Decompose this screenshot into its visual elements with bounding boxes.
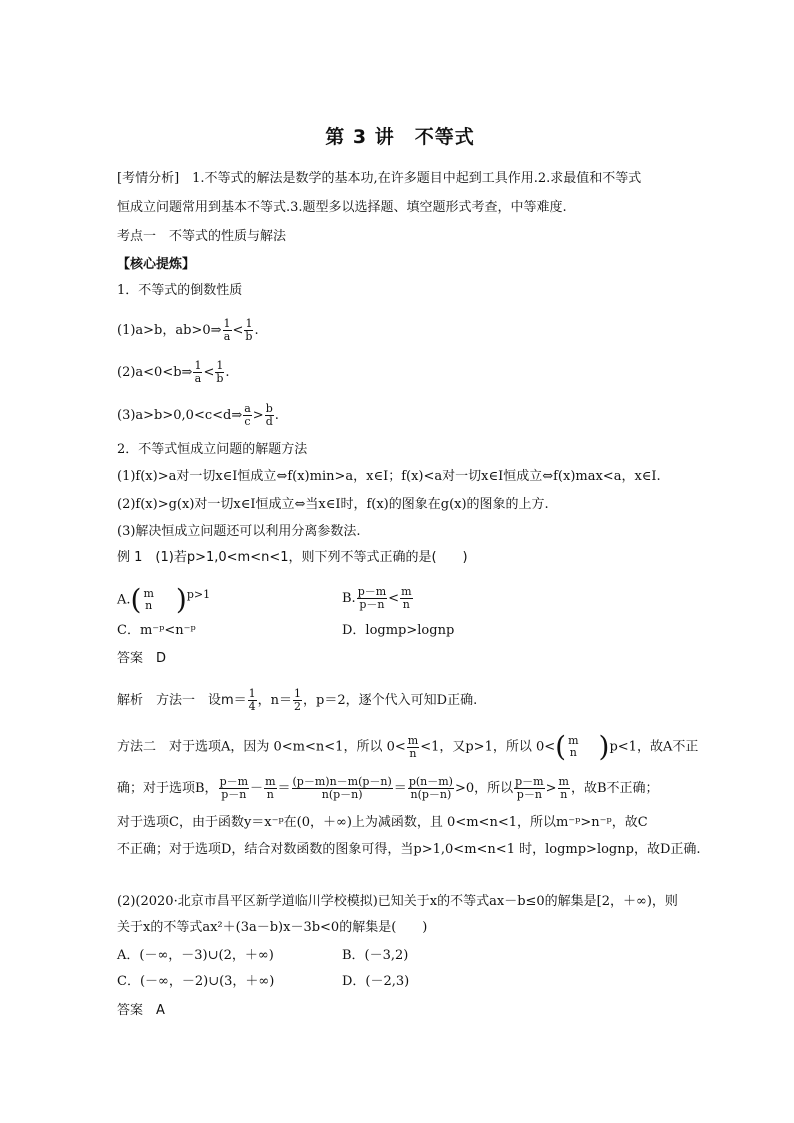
- intro-line-2: 恒成立问题常用到基本不等式.3.题型多以选择题、填空题形式考查，中等难度.: [117, 200, 567, 215]
- item-1-heading: 1．不等式的倒数性质: [117, 283, 243, 298]
- fraction-num: 1: [245, 317, 253, 330]
- page-title: 第 3 讲 不等式: [325, 126, 475, 148]
- answer-1: 答案 D: [117, 651, 167, 666]
- fraction-num: m: [558, 775, 569, 788]
- right-paren: ): [175, 582, 187, 616]
- fraction-den: n(p－n): [321, 788, 363, 801]
- solution-label: 解析 方法一 设m＝: [117, 693, 247, 708]
- fraction: [219, 776, 249, 801]
- left-paren: (: [130, 582, 142, 616]
- fraction-num: 1: [216, 359, 224, 372]
- text: 方法二 对于选项A，因为 0<m<n<1，所以 0<: [117, 739, 406, 755]
- fraction: [243, 403, 252, 428]
- fraction-num: b: [265, 402, 273, 415]
- text: ，p＝2，逐个代入可知D正确.: [303, 693, 478, 708]
- solution-method-2-line-3: 对于选项C，由于函数y＝x⁻ᵖ在(0，＋∞)上为减函数，且 0<m<n<1，所以m⁻ᵖ>n⁻ᵖ，故C: [117, 815, 648, 830]
- text: >0，所以: [454, 781, 514, 796]
- text: ，n＝: [257, 693, 293, 708]
- fraction-den: p－n: [359, 598, 385, 611]
- op: <: [203, 365, 215, 380]
- option-a-exp: p>1: [186, 588, 211, 601]
- method-3: (3)解决恒成立问题还可以利用分离参数法.: [117, 524, 361, 539]
- fraction: [142, 588, 154, 612]
- text: ＝: [393, 781, 407, 796]
- fraction-num: 1: [223, 317, 231, 330]
- example-2-line-1: (2)(2020·北京市昌平区新学道临川学校模拟)已知关于x的不等式ax－b≤0的解集是[2，＋∞)，则: [117, 894, 678, 909]
- fraction-den: n: [560, 788, 568, 801]
- fraction-den: n: [145, 598, 153, 612]
- fraction-den: n: [402, 598, 410, 611]
- fraction: [567, 735, 579, 759]
- fraction-num: m: [568, 734, 579, 747]
- fraction-den: c: [244, 415, 251, 428]
- fraction-den: p－n: [516, 788, 542, 801]
- op: <: [388, 591, 400, 606]
- fraction: [514, 776, 544, 801]
- op: <: [232, 323, 244, 338]
- option-a-label: A.: [117, 592, 131, 608]
- text: <1，又p>1，所以 0<: [420, 739, 556, 755]
- intro-text-1: 1.不等式的解法是数学的基本功,在许多题目中起到工具作用.2.求最值和不等式: [179, 171, 642, 186]
- fraction-num: 1: [294, 687, 302, 700]
- fraction-num: m: [143, 586, 154, 600]
- fraction: [357, 586, 387, 611]
- option-b: [342, 586, 414, 611]
- fraction-den: a: [223, 330, 231, 343]
- solution-method-1: [117, 688, 477, 713]
- fraction-num: p－m: [357, 585, 387, 598]
- fraction: [248, 688, 257, 713]
- property-2: [117, 360, 230, 385]
- item-2-heading: 2．不等式恒成立问题的解题方法: [117, 442, 308, 457]
- fraction: [223, 318, 232, 343]
- fraction-num: p－m: [219, 775, 249, 788]
- fraction-num: p(n－m): [408, 775, 453, 788]
- ex2-option-a: A．(－∞，－3)∪(2，＋∞): [117, 948, 274, 963]
- left-paren: (: [555, 730, 567, 763]
- fraction-num: 1: [194, 359, 202, 372]
- option-b-label: B.: [342, 591, 356, 606]
- fraction-num: p－m: [515, 775, 544, 788]
- method-1: (1)f(x)>a对一切x∈I恒成立⇔f(x)min>a，x∈I；f(x)<a对一切x∈I恒成立⇔f(x)max<a，x∈I.: [117, 469, 661, 484]
- example-1: 例 1 (1)若p>1,0<m<n<1，则下列不等式正确的是( ): [117, 550, 468, 565]
- fraction-den: b: [245, 330, 253, 343]
- property-1-left: (1)a>b，ab>0⇒: [117, 323, 222, 338]
- fraction: [244, 318, 253, 343]
- fraction-den: b: [216, 372, 224, 385]
- solution-method-2-line-4: 不正确；对于选项D，结合对数函数的图象可得，当p>1,0<m<n<1 时，logmp>lognp，故D正确.: [117, 842, 701, 857]
- fraction: [407, 735, 419, 760]
- fraction-den: n: [266, 788, 274, 801]
- fraction-num: 1: [248, 687, 256, 700]
- solution-method-2-line-1: [117, 730, 699, 763]
- intro-tag: [考情分析]: [117, 171, 180, 186]
- ex2-option-d: D．(－2,3): [342, 974, 410, 989]
- fraction-num: m: [407, 733, 419, 747]
- fraction: [265, 403, 274, 428]
- document-page: [117, 0, 701, 1123]
- option-d: D．logmp>lognp: [342, 623, 455, 638]
- example-2-line-2: 关于x的不等式ax²＋(3a－b)x－3b<0的解集是( ): [117, 920, 428, 935]
- fraction: [400, 586, 412, 611]
- fraction-den: 2: [294, 700, 302, 713]
- option-c: C．m⁻ᵖ<n⁻ᵖ: [117, 623, 196, 638]
- section-heading: 考点一 不等式的性质与解法: [117, 229, 287, 244]
- intro-line-1: [117, 170, 641, 188]
- option-a: [117, 582, 211, 616]
- text: ＝: [277, 781, 291, 796]
- right-paren: ): [598, 730, 610, 763]
- fraction-den: d: [265, 415, 273, 428]
- text: ，故B不正确；: [570, 781, 659, 796]
- fraction-den: 4: [248, 700, 256, 713]
- fraction-num: m: [401, 585, 412, 598]
- fraction-num: (p－m)n－m(p－n): [292, 775, 392, 788]
- fraction: [408, 776, 454, 801]
- fraction-den: n: [409, 746, 417, 760]
- core-heading: 【核心提炼】: [117, 257, 196, 272]
- period: .: [254, 323, 259, 338]
- method-2: (2)f(x)>g(x)对一切x∈I恒成立⇔当x∈I时，f(x)的图象在g(x)的图象的上方.: [117, 497, 549, 512]
- property-2-left: (2)a<0<b⇒: [117, 365, 193, 380]
- fraction: [292, 776, 393, 801]
- fraction-den: n(p－n): [410, 788, 452, 801]
- fraction: [215, 360, 224, 385]
- fraction-den: a: [194, 372, 202, 385]
- text: p<1，故A不正: [609, 739, 699, 755]
- solution-method-2-line-2: 确；对于选项B， $\frac{p-m}{p-n}$ － $\frac{m}{n}$ ＝ $\frac{(p-m)n-m(p-n)}{n(p-n)}$ ＝ $\frac{p(n-m)}{n(p-n)}$ >0，所以 $\frac{p-m}{p-n}$ > $\frac{m}{n}$ ，故B不正确；: [117, 775, 659, 801]
- fraction-num: m: [265, 775, 276, 788]
- text: 确；对于选项B，: [117, 781, 218, 796]
- fraction: [193, 360, 202, 385]
- property-3: [117, 403, 279, 428]
- period: .: [225, 365, 230, 380]
- answer-2: 答案 A: [117, 1003, 165, 1018]
- ex2-option-c: C．(－∞，－2)∪(3，＋∞): [117, 974, 275, 989]
- fraction: [293, 688, 302, 713]
- fraction-den: p－n: [221, 788, 247, 801]
- op: >: [252, 408, 264, 423]
- property-1: [117, 318, 259, 343]
- fraction: [264, 776, 276, 801]
- property-3-left: (3)a>b>0,0<c<d⇒: [117, 408, 243, 423]
- period: .: [274, 408, 279, 423]
- fraction-den: n: [569, 746, 577, 759]
- fraction-num: a: [244, 402, 251, 415]
- ex2-option-b: B．(－3,2): [342, 948, 409, 963]
- fraction: [558, 776, 570, 801]
